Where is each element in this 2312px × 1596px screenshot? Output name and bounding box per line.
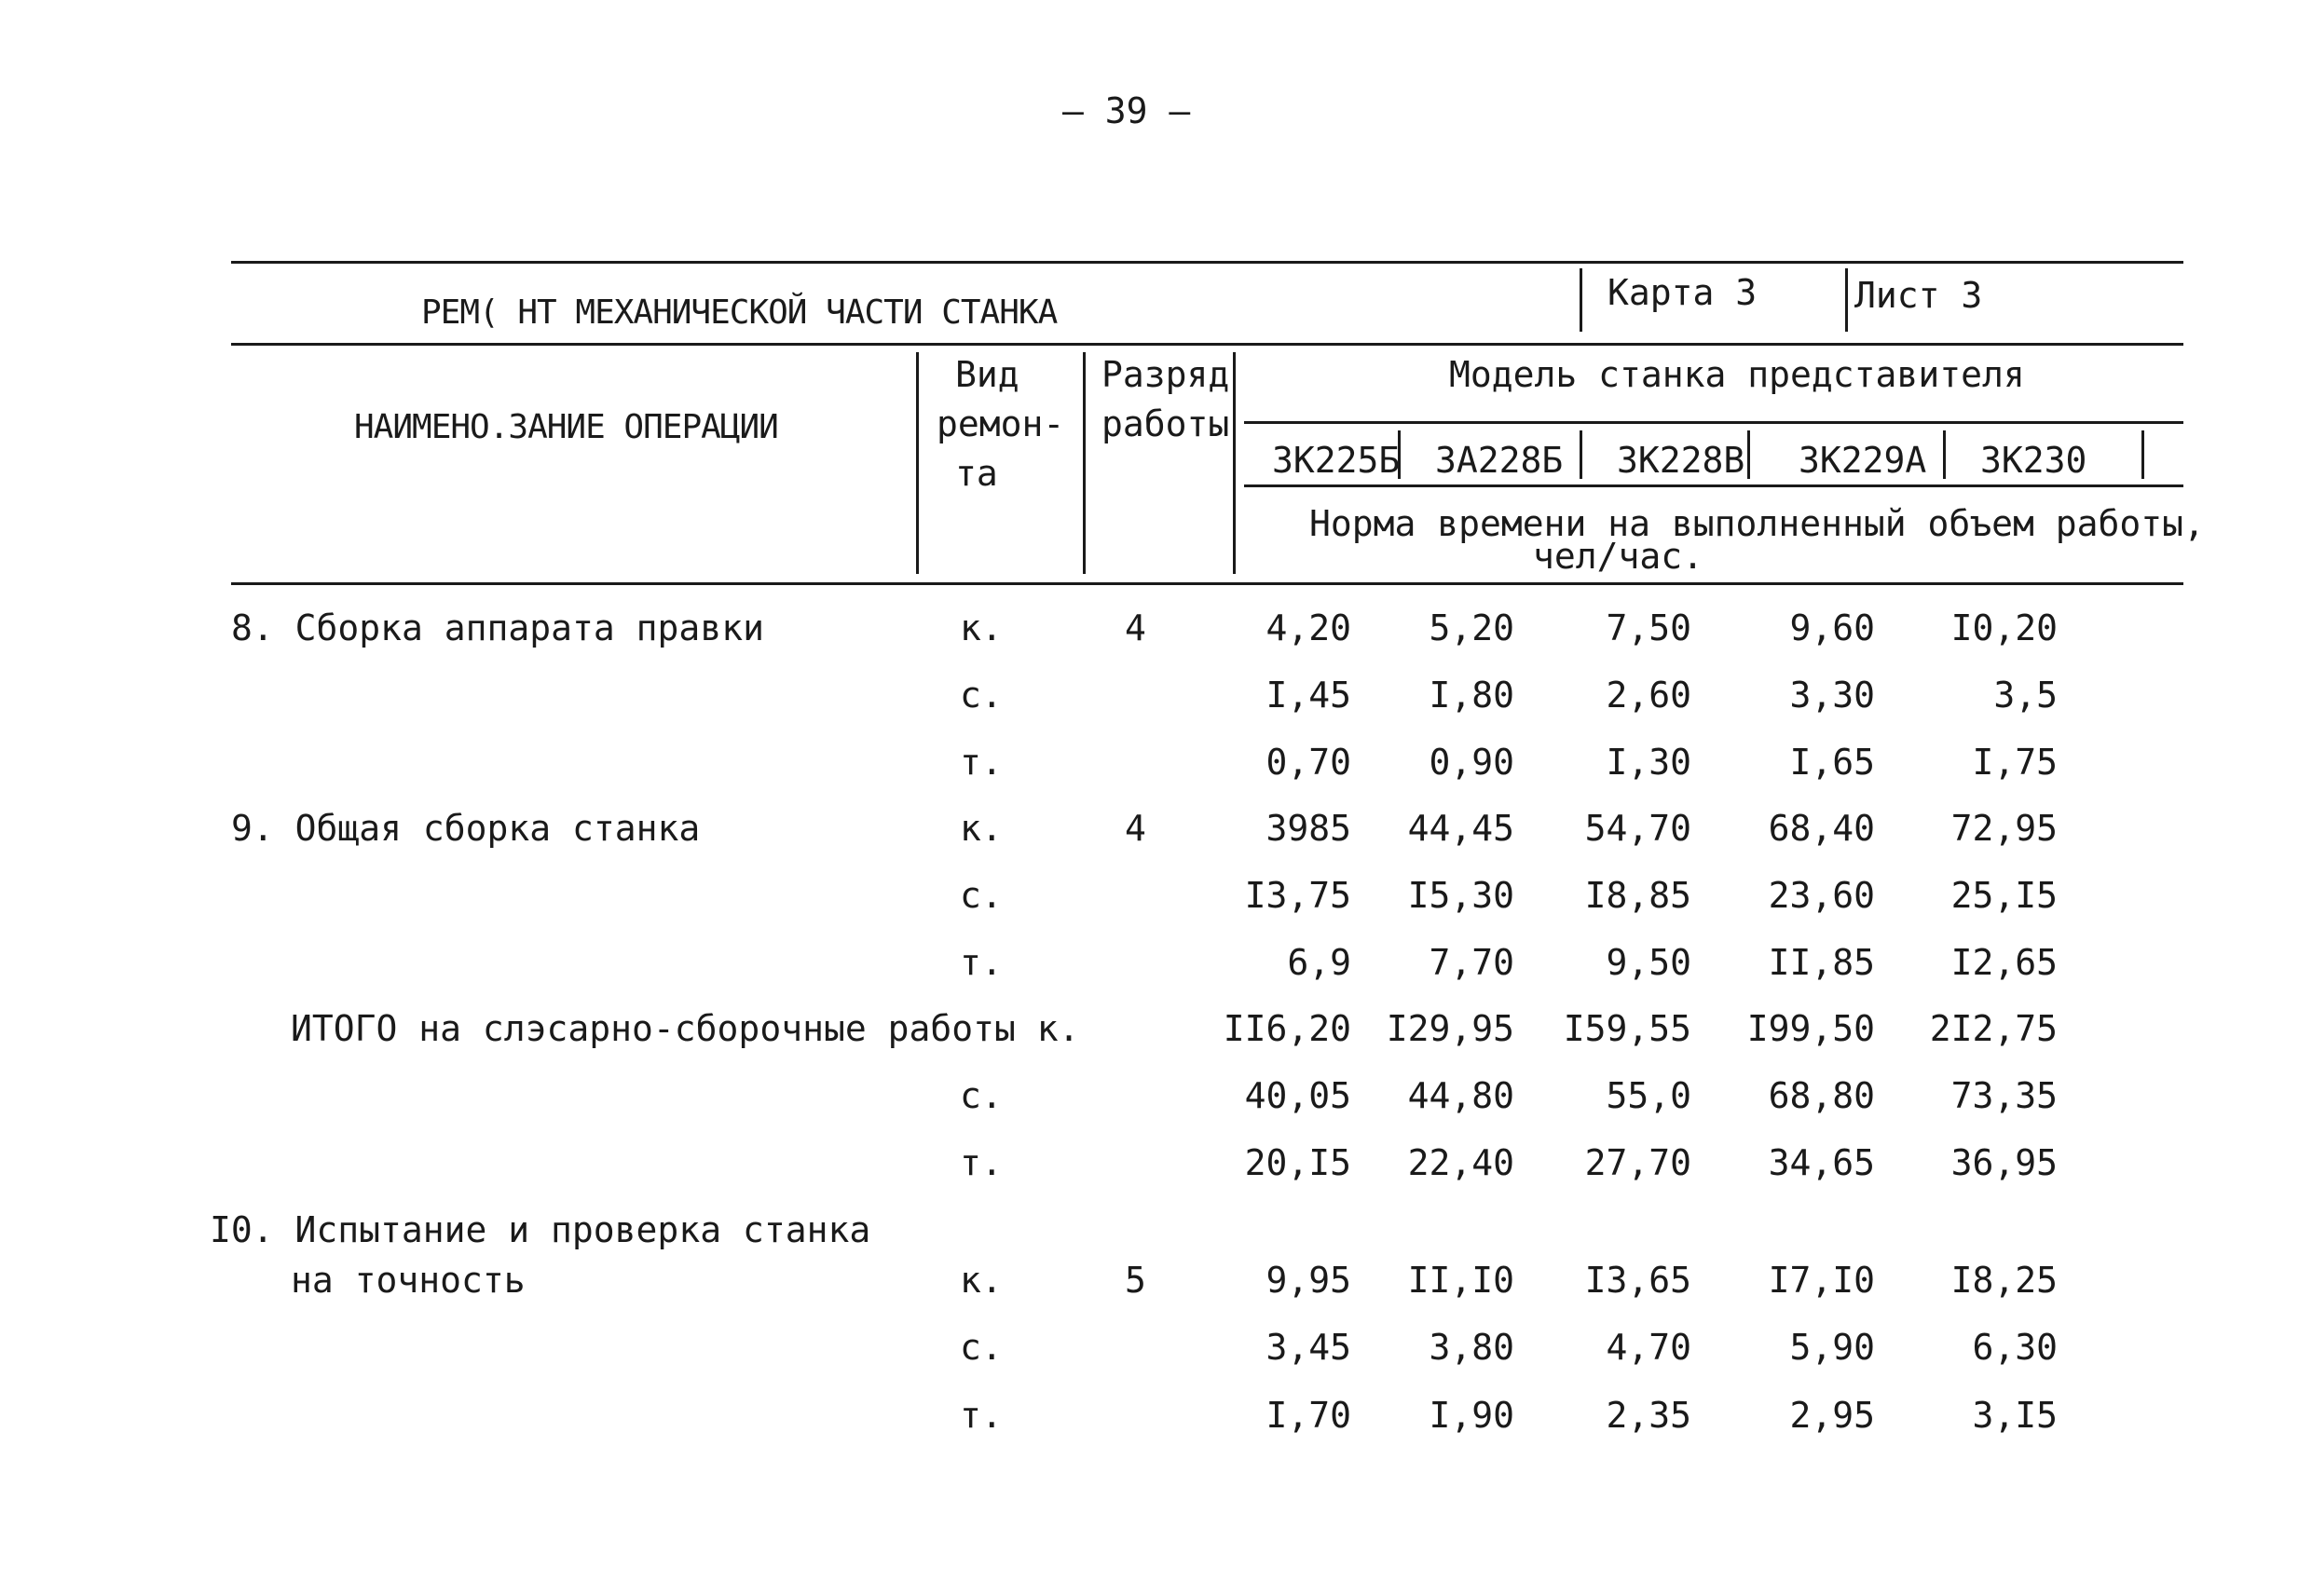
norm-header-line: чел/час. bbox=[1533, 536, 1704, 577]
repair-type: т. bbox=[960, 1395, 1003, 1436]
time-value: 36,95 bbox=[1950, 1142, 2058, 1183]
model-header: 3К229А bbox=[1799, 440, 1927, 481]
time-value: 40,05 bbox=[1244, 1075, 1351, 1116]
time-value: 68,40 bbox=[1768, 808, 1875, 849]
time-value: 4,70 bbox=[1606, 1327, 1691, 1368]
time-value: I,90 bbox=[1429, 1395, 1514, 1436]
time-value: 72,95 bbox=[1950, 808, 2058, 849]
time-value: 3,80 bbox=[1429, 1327, 1514, 1368]
col-divider-repair bbox=[1083, 352, 1086, 574]
time-value: 9,95 bbox=[1265, 1260, 1351, 1301]
time-value: I,30 bbox=[1606, 742, 1691, 783]
col-operation-header: НАИМЕНО.ЗАНИЕ ОПЕРАЦИИ bbox=[354, 408, 778, 446]
time-value: 55,0 bbox=[1606, 1075, 1691, 1116]
time-value: I8,25 bbox=[1950, 1260, 2058, 1301]
time-value: 5,20 bbox=[1429, 607, 1514, 648]
time-value: 0,90 bbox=[1429, 742, 1514, 783]
time-value: 27,70 bbox=[1584, 1142, 1691, 1183]
time-value: 3,5 bbox=[1993, 675, 2058, 716]
col-divider-operation bbox=[916, 352, 919, 574]
model-divider-3 bbox=[1747, 430, 1750, 479]
operation-name: I0. Испытание и проверка станка bbox=[210, 1209, 871, 1250]
time-value: I,70 bbox=[1265, 1395, 1351, 1436]
work-grade: 5 bbox=[1125, 1260, 1146, 1301]
time-value: 9,50 bbox=[1606, 942, 1691, 983]
time-value: 23,60 bbox=[1768, 875, 1875, 916]
time-value: 7,50 bbox=[1606, 607, 1691, 648]
time-value: I99,50 bbox=[1746, 1008, 1875, 1049]
model-group-rule bbox=[1244, 421, 2183, 424]
top-rule bbox=[231, 261, 2183, 264]
col-repair-line: ремон- bbox=[937, 403, 1065, 444]
repair-type: к. bbox=[960, 1260, 1003, 1301]
header-rule bbox=[231, 343, 2183, 346]
time-value: 68,80 bbox=[1768, 1075, 1875, 1116]
model-divider-5 bbox=[2141, 430, 2144, 479]
time-value: I29,95 bbox=[1386, 1008, 1514, 1049]
table-head-bottom-rule bbox=[231, 582, 2183, 585]
time-value: 54,70 bbox=[1584, 808, 1691, 849]
model-divider-4 bbox=[1943, 430, 1946, 479]
repair-type: с. bbox=[960, 675, 1003, 716]
time-value: 9,60 bbox=[1789, 607, 1875, 648]
repair-type: т. bbox=[960, 742, 1003, 783]
time-value: I2,65 bbox=[1950, 942, 2058, 983]
time-value: 2,35 bbox=[1606, 1395, 1691, 1436]
time-value: I,75 bbox=[1972, 742, 2058, 783]
time-value: I3,75 bbox=[1244, 875, 1351, 916]
col-repair-line: та bbox=[955, 453, 998, 494]
norm-header-line: Норма времени на выполненный объем работы, bbox=[1309, 503, 2205, 544]
time-value: 3985 bbox=[1265, 808, 1351, 849]
model-group-header: Модель станка представителя bbox=[1449, 354, 2025, 395]
operation-name: 8. Сборка аппарата правки bbox=[231, 607, 764, 648]
time-value: 7,70 bbox=[1429, 942, 1514, 983]
repair-type: с. bbox=[960, 1075, 1003, 1116]
col-divider-grade bbox=[1233, 352, 1236, 574]
operation-name: ИТОГО на слэсарно-сборочные работы к. bbox=[291, 1008, 1080, 1049]
repair-type: т. bbox=[960, 1142, 1003, 1183]
col-grade-line: Разряд bbox=[1101, 354, 1230, 395]
model-header: 3А228Б bbox=[1435, 440, 1564, 481]
time-value: 4,20 bbox=[1265, 607, 1351, 648]
time-value: 2,95 bbox=[1789, 1395, 1875, 1436]
time-value: I,65 bbox=[1789, 742, 1875, 783]
time-value: II6,20 bbox=[1223, 1008, 1351, 1049]
repair-type: т. bbox=[960, 942, 1003, 983]
operation-name: на точность bbox=[291, 1260, 526, 1301]
time-value: 2I2,75 bbox=[1929, 1008, 2058, 1049]
time-value: I,80 bbox=[1429, 675, 1514, 716]
sheet-divider bbox=[1845, 268, 1848, 332]
card-divider bbox=[1580, 268, 1582, 332]
model-divider-2 bbox=[1580, 430, 1582, 479]
time-value: 3,I5 bbox=[1972, 1395, 2058, 1436]
time-value: 20,I5 bbox=[1244, 1142, 1351, 1183]
time-value: 6,9 bbox=[1287, 942, 1351, 983]
section-title: РЕМ( НТ МЕХАНИЧЕСКОЙ ЧАСТИ СТАНКА bbox=[421, 293, 1058, 332]
time-value: I0,20 bbox=[1950, 607, 2058, 648]
time-value: 73,35 bbox=[1950, 1075, 2058, 1116]
time-value: I3,65 bbox=[1584, 1260, 1691, 1301]
time-value: I5,30 bbox=[1407, 875, 1514, 916]
time-value: 5,90 bbox=[1789, 1327, 1875, 1368]
sheet-label: Лист 3 bbox=[1854, 275, 1983, 316]
model-header: 3К230 bbox=[1980, 440, 2087, 481]
model-row-rule bbox=[1244, 484, 2183, 487]
repair-type: с. bbox=[960, 1327, 1003, 1368]
repair-type: с. bbox=[960, 875, 1003, 916]
repair-type: к. bbox=[960, 607, 1003, 648]
repair-type: к. bbox=[960, 808, 1003, 849]
work-grade: 4 bbox=[1125, 808, 1146, 849]
time-value: 3,45 bbox=[1265, 1327, 1351, 1368]
time-value: 0,70 bbox=[1265, 742, 1351, 783]
time-value: I,45 bbox=[1265, 675, 1351, 716]
model-header: 3К228В bbox=[1617, 440, 1745, 481]
col-repair-line: Вид bbox=[955, 354, 1019, 395]
col-grade-line: работы bbox=[1101, 403, 1230, 444]
time-value: 22,40 bbox=[1407, 1142, 1514, 1183]
time-value: I7,I0 bbox=[1768, 1260, 1875, 1301]
time-value: 25,I5 bbox=[1950, 875, 2058, 916]
time-value: 34,65 bbox=[1768, 1142, 1875, 1183]
time-value: II,85 bbox=[1768, 942, 1875, 983]
time-value: 44,45 bbox=[1407, 808, 1514, 849]
time-value: I59,55 bbox=[1563, 1008, 1691, 1049]
operation-name: 9. Общая сборка станка bbox=[231, 808, 701, 849]
page-number: – 39 – bbox=[1062, 90, 1191, 131]
time-value: 6,30 bbox=[1972, 1327, 2058, 1368]
time-value: 44,80 bbox=[1407, 1075, 1514, 1116]
time-value: 2,60 bbox=[1606, 675, 1691, 716]
work-grade: 4 bbox=[1125, 607, 1146, 648]
time-value: I8,85 bbox=[1584, 875, 1691, 916]
time-value: II,I0 bbox=[1407, 1260, 1514, 1301]
time-value: 3,30 bbox=[1789, 675, 1875, 716]
model-header: 3К225Б bbox=[1272, 440, 1401, 481]
card-label: Карта 3 bbox=[1607, 272, 1758, 313]
